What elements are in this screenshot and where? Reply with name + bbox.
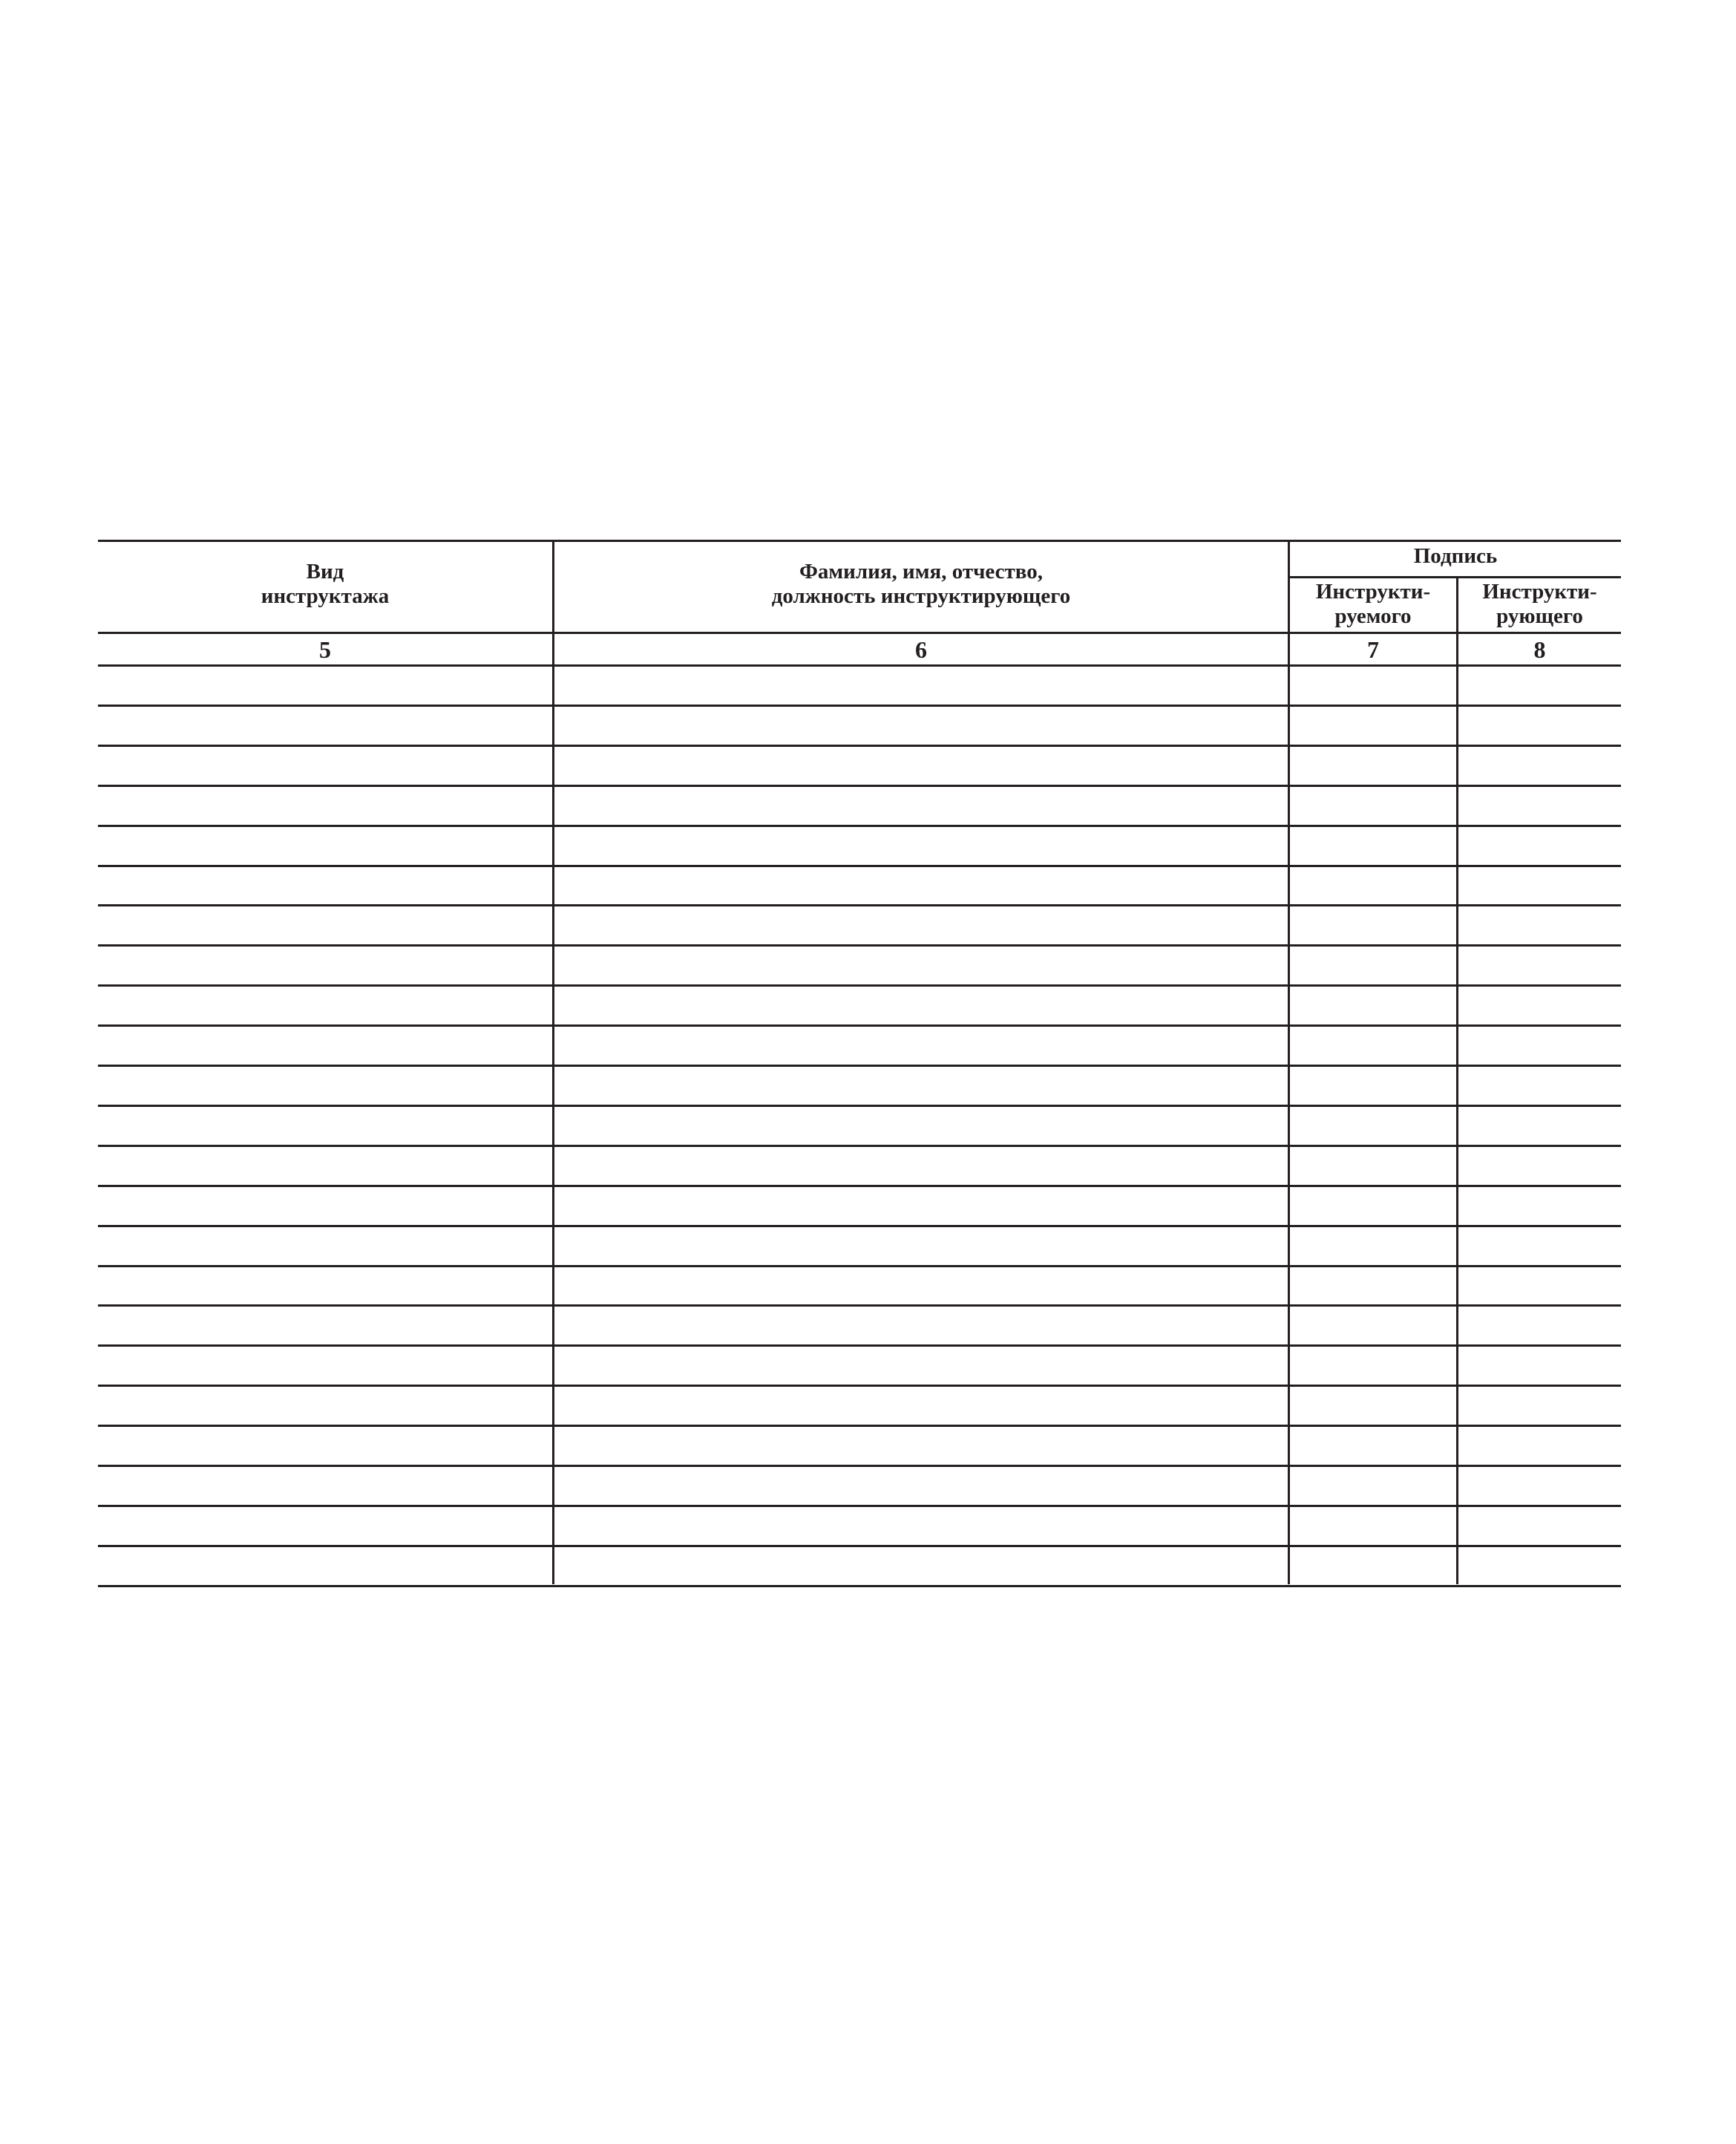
cell-signature-instructed[interactable] xyxy=(1290,947,1456,984)
cell-instructor-name[interactable] xyxy=(554,1267,1288,1305)
header-instructor-name-line1: Фамилия, имя, отчество, xyxy=(799,560,1043,584)
cell-instruction-type[interactable] xyxy=(100,1027,552,1065)
cell-signature-instructed[interactable] xyxy=(1290,707,1456,745)
header-instruction-type-line1: Вид xyxy=(306,560,344,584)
cell-instructor-name[interactable] xyxy=(554,1107,1288,1145)
cell-instruction-type[interactable] xyxy=(100,1467,552,1505)
header-instructor-name-position xyxy=(554,560,1288,609)
header-signature-instructed xyxy=(1290,580,1456,629)
header-instructor-name-line2: должность инструктирующего xyxy=(771,584,1071,608)
cell-instruction-type[interactable] xyxy=(100,1187,552,1225)
cell-instruction-type[interactable] xyxy=(100,987,552,1024)
cell-instructor-name[interactable] xyxy=(554,1147,1288,1185)
cell-signature-instructor[interactable] xyxy=(1458,1107,1621,1145)
cell-signature-instructor[interactable] xyxy=(1458,787,1621,825)
cell-signature-instructor[interactable] xyxy=(1458,1467,1621,1505)
cell-signature-instructed[interactable] xyxy=(1290,1067,1456,1105)
cell-signature-instructed[interactable] xyxy=(1290,1147,1456,1185)
cell-instruction-type[interactable] xyxy=(100,1507,552,1545)
cell-instruction-type[interactable] xyxy=(100,747,552,785)
cell-signature-instructor[interactable] xyxy=(1458,1147,1621,1185)
cell-instruction-type[interactable] xyxy=(100,1067,552,1105)
cell-signature-instructor[interactable] xyxy=(1458,1227,1621,1265)
cell-signature-instructed[interactable] xyxy=(1290,747,1456,785)
cell-instructor-name[interactable] xyxy=(554,747,1288,785)
cell-signature-instructed[interactable] xyxy=(1290,987,1456,1024)
cell-signature-instructor[interactable] xyxy=(1458,906,1621,944)
cell-instructor-name[interactable] xyxy=(554,947,1288,984)
table-top-rule xyxy=(98,540,1621,542)
cell-instruction-type[interactable] xyxy=(100,667,552,705)
cell-instructor-name[interactable] xyxy=(554,1547,1288,1585)
cell-instruction-type[interactable] xyxy=(100,1427,552,1465)
cell-signature-instructed[interactable] xyxy=(1290,827,1456,865)
cell-instructor-name[interactable] xyxy=(554,867,1288,905)
cell-instruction-type[interactable] xyxy=(100,787,552,825)
cell-instructor-name[interactable] xyxy=(554,987,1288,1024)
cell-instructor-name[interactable] xyxy=(554,1067,1288,1105)
cell-signature-instructed[interactable] xyxy=(1290,1347,1456,1385)
cell-signature-instructed[interactable] xyxy=(1290,906,1456,944)
cell-signature-instructor[interactable] xyxy=(1458,987,1621,1024)
cell-instructor-name[interactable] xyxy=(554,906,1288,944)
cell-signature-instructed[interactable] xyxy=(1290,1427,1456,1465)
cell-signature-instructed[interactable] xyxy=(1290,867,1456,905)
header-instruction-type-line2: инструктажа xyxy=(261,584,390,608)
header-signature-instructed-line1: Инструкти- xyxy=(1315,580,1431,604)
cell-signature-instructed[interactable] xyxy=(1290,1227,1456,1265)
cell-signature-instructor[interactable] xyxy=(1458,667,1621,705)
cell-signature-instructed[interactable] xyxy=(1290,667,1456,705)
cell-signature-instructed[interactable] xyxy=(1290,1387,1456,1425)
cell-signature-instructor[interactable] xyxy=(1458,1387,1621,1425)
cell-instruction-type[interactable] xyxy=(100,1107,552,1145)
cell-signature-instructor[interactable] xyxy=(1458,1427,1621,1465)
cell-instructor-name[interactable] xyxy=(554,1467,1288,1505)
cell-signature-instructor[interactable] xyxy=(1458,1307,1621,1344)
cell-instructor-name[interactable] xyxy=(554,827,1288,865)
cell-signature-instructor[interactable] xyxy=(1458,1507,1621,1545)
cell-instruction-type[interactable] xyxy=(100,1347,552,1385)
header-bottom-rule xyxy=(98,632,1621,634)
cell-signature-instructed[interactable] xyxy=(1290,1187,1456,1225)
cell-instruction-type[interactable] xyxy=(100,906,552,944)
cell-signature-instructor[interactable] xyxy=(1458,1187,1621,1225)
cell-instruction-type[interactable] xyxy=(100,1267,552,1305)
cell-instructor-name[interactable] xyxy=(554,1307,1288,1344)
cell-instruction-type[interactable] xyxy=(100,1387,552,1425)
cell-signature-instructor[interactable] xyxy=(1458,1547,1621,1585)
header-signature-label: Подпись xyxy=(1413,544,1498,568)
cell-instruction-type[interactable] xyxy=(100,947,552,984)
cell-instructor-name[interactable] xyxy=(554,1427,1288,1465)
cell-signature-instructed[interactable] xyxy=(1290,1547,1456,1585)
cell-instruction-type[interactable] xyxy=(100,867,552,905)
header-signature-group xyxy=(1290,544,1621,569)
cell-instructor-name[interactable] xyxy=(554,787,1288,825)
column-number-5: 5 xyxy=(319,636,331,663)
cell-signature-instructor[interactable] xyxy=(1458,947,1621,984)
header-signature-instructor xyxy=(1458,580,1621,629)
signature-group-rule xyxy=(1288,576,1621,578)
header-signature-instructed-line2: руемого xyxy=(1334,604,1412,628)
cell-signature-instructor[interactable] xyxy=(1458,747,1621,785)
cell-instructor-name[interactable] xyxy=(554,1387,1288,1425)
column-number-8: 8 xyxy=(1533,636,1546,663)
header-instruction-type xyxy=(98,560,552,609)
header-signature-instructor-line2: рующего xyxy=(1496,604,1583,628)
cell-instructor-name[interactable] xyxy=(554,1347,1288,1385)
cell-instructor-name[interactable] xyxy=(554,1027,1288,1065)
cell-signature-instructor[interactable] xyxy=(1458,1347,1621,1385)
cell-instruction-type[interactable] xyxy=(100,1307,552,1344)
cell-instructor-name[interactable] xyxy=(554,1507,1288,1545)
cell-signature-instructor[interactable] xyxy=(1458,1067,1621,1105)
cell-instruction-type[interactable] xyxy=(100,1547,552,1585)
row-rule xyxy=(98,1585,1621,1587)
column-number-6: 6 xyxy=(915,636,927,663)
cell-instruction-type[interactable] xyxy=(100,707,552,745)
cell-signature-instructed[interactable] xyxy=(1290,1507,1456,1545)
cell-instruction-type[interactable] xyxy=(100,827,552,865)
cell-instruction-type[interactable] xyxy=(100,1227,552,1265)
header-signature-instructor-line1: Инструкти- xyxy=(1482,580,1597,604)
column-number-7: 7 xyxy=(1367,636,1379,663)
cell-signature-instructed[interactable] xyxy=(1290,1027,1456,1065)
cell-signature-instructed[interactable] xyxy=(1290,1467,1456,1505)
cell-instructor-name[interactable] xyxy=(554,1227,1288,1265)
cell-signature-instructor[interactable] xyxy=(1458,827,1621,865)
cell-signature-instructed[interactable] xyxy=(1290,787,1456,825)
cell-signature-instructor[interactable] xyxy=(1458,1267,1621,1305)
cell-signature-instructor[interactable] xyxy=(1458,1027,1621,1065)
cell-signature-instructed[interactable] xyxy=(1290,1307,1456,1344)
cell-signature-instructor[interactable] xyxy=(1458,867,1621,905)
cell-signature-instructed[interactable] xyxy=(1290,1107,1456,1145)
cell-signature-instructed[interactable] xyxy=(1290,1267,1456,1305)
cell-instructor-name[interactable] xyxy=(554,667,1288,705)
cell-instruction-type[interactable] xyxy=(100,1147,552,1185)
cell-signature-instructor[interactable] xyxy=(1458,707,1621,745)
cell-instructor-name[interactable] xyxy=(554,1187,1288,1225)
cell-instructor-name[interactable] xyxy=(554,707,1288,745)
